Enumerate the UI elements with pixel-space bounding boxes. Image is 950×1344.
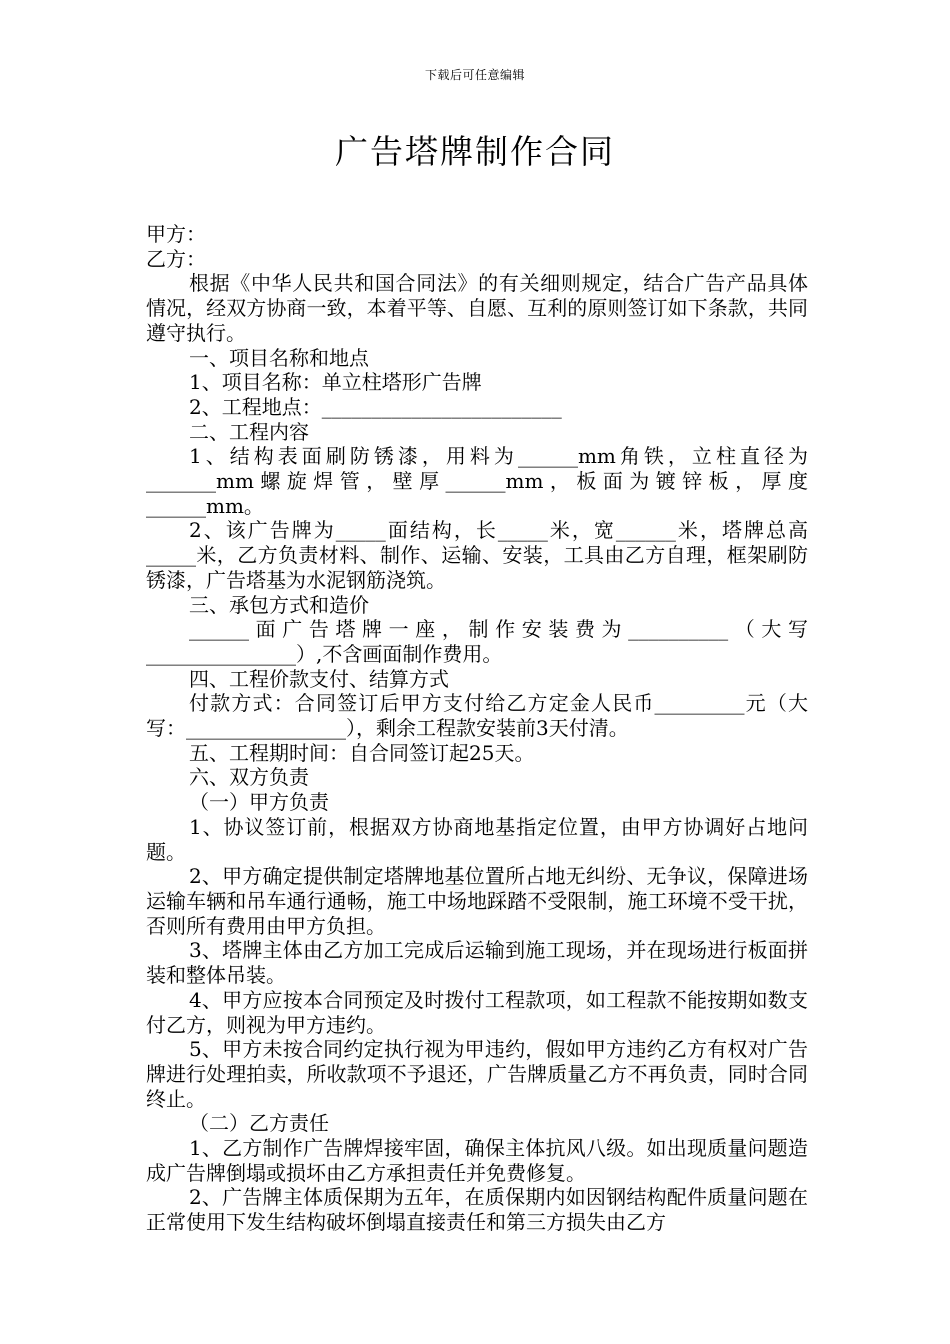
section-6a-item-3: 3、塔牌主体由乙方加工完成后运输到施工现场，并在现场进行板面拼装和整体吊装。 — [146, 938, 808, 988]
section-3-text: ______面广告塔牌一座，制作安装费为__________（大写_______________）,不含画面制作费用。 — [146, 617, 808, 666]
header-note: 下载后可任意编辑 — [424, 68, 525, 82]
section-6b-item-2: 2、广告牌主体质保期为五年，在质保期内如因钢结构配件质量问题在正常使用下发生结构破坏倒塌直接责任和第三方损失由乙方 — [146, 1185, 808, 1235]
section-6a-item-5: 5、甲方未按合同约定执行视为甲违约，假如甲方违约乙方有权对广告牌进行处理拍卖，所收款项不予退还，广告牌质量乙方不再负责，同时合同终止。 — [146, 1037, 808, 1111]
section-2-item-1: 1、结构表面刷防锈漆，用料为______mm角铁，立柱直径为_______mm螺旋焊管，壁厚______mm，板面为镀锌板，厚度______mm。 — [146, 444, 808, 518]
section-6a-item-4: 4、甲方应按本合同预定及时拨付工程款项，如工程款不能按期如数支付乙方，则视为甲方违约。 — [146, 987, 808, 1037]
section-1-item-2: 2、工程地点：________________________ — [189, 394, 562, 419]
section-6a-heading: （一）甲方负责 — [189, 790, 329, 815]
section-6-heading: 六、双方负责 — [189, 765, 309, 790]
section-4-heading: 四、工程价款支付、结算方式 — [189, 666, 449, 691]
section-1-heading: 一、项目名称和地点 — [189, 345, 369, 370]
section-6b-item-1: 1、乙方制作广告牌焊接牢固，确保主体抗风八级。如出现质量问题造成广告牌倒塌或损坏由乙方承担责任并免费修复。 — [146, 1136, 808, 1185]
party-a-line: 甲方： — [146, 222, 206, 246]
section-6b-heading: （二）乙方责任 — [189, 1111, 329, 1136]
section-4-text: 付款方式：合同签订后甲方支付给乙方定金人民币_________元（大写：________________），剩余工程款安装前3天付清。 — [146, 691, 808, 741]
section-2-heading: 二、工程内容 — [189, 419, 309, 444]
preamble-paragraph: 根据《中华人民共和国合同法》的有关细则规定，结合广告产品具体情况，经双方协商一致，本着平等、自愿、互利的原则签订如下条款，共同遵守执行。 — [146, 271, 808, 345]
section-2-item-2: 2、该广告牌为_____面结构，长_____米，宽______米，塔牌总高_____米，乙方负责材料、制作、运输、安装，工具由乙方自理，框架刷防锈漆，广告塔基为水泥钢筋浇筑。 — [146, 518, 808, 592]
section-6a-item-2: 2、甲方确定提供制定塔牌地基位置所占地无纠纷、无争议，保障进场运输车辆和吊车通行通畅，施工中场地踩踏不受限制，施工环境不受干扰，否则所有费用由甲方负担。 — [146, 864, 808, 938]
section-5-heading: 五、工程期时间：自合同签订起25天。 — [189, 740, 535, 765]
document-title: 广告塔牌制作合同 — [335, 132, 615, 171]
party-b-line: 乙方： — [146, 246, 206, 271]
section-3-heading: 三、承包方式和造价 — [189, 592, 369, 617]
document-body — [146, 222, 808, 1235]
section-1-item-1: 1、项目名称：单立柱塔形广告牌 — [189, 370, 482, 395]
section-6a-item-1: 1、协议签订前，根据双方协商地基指定位置，由甲方协调好占地问题。 — [146, 814, 808, 864]
